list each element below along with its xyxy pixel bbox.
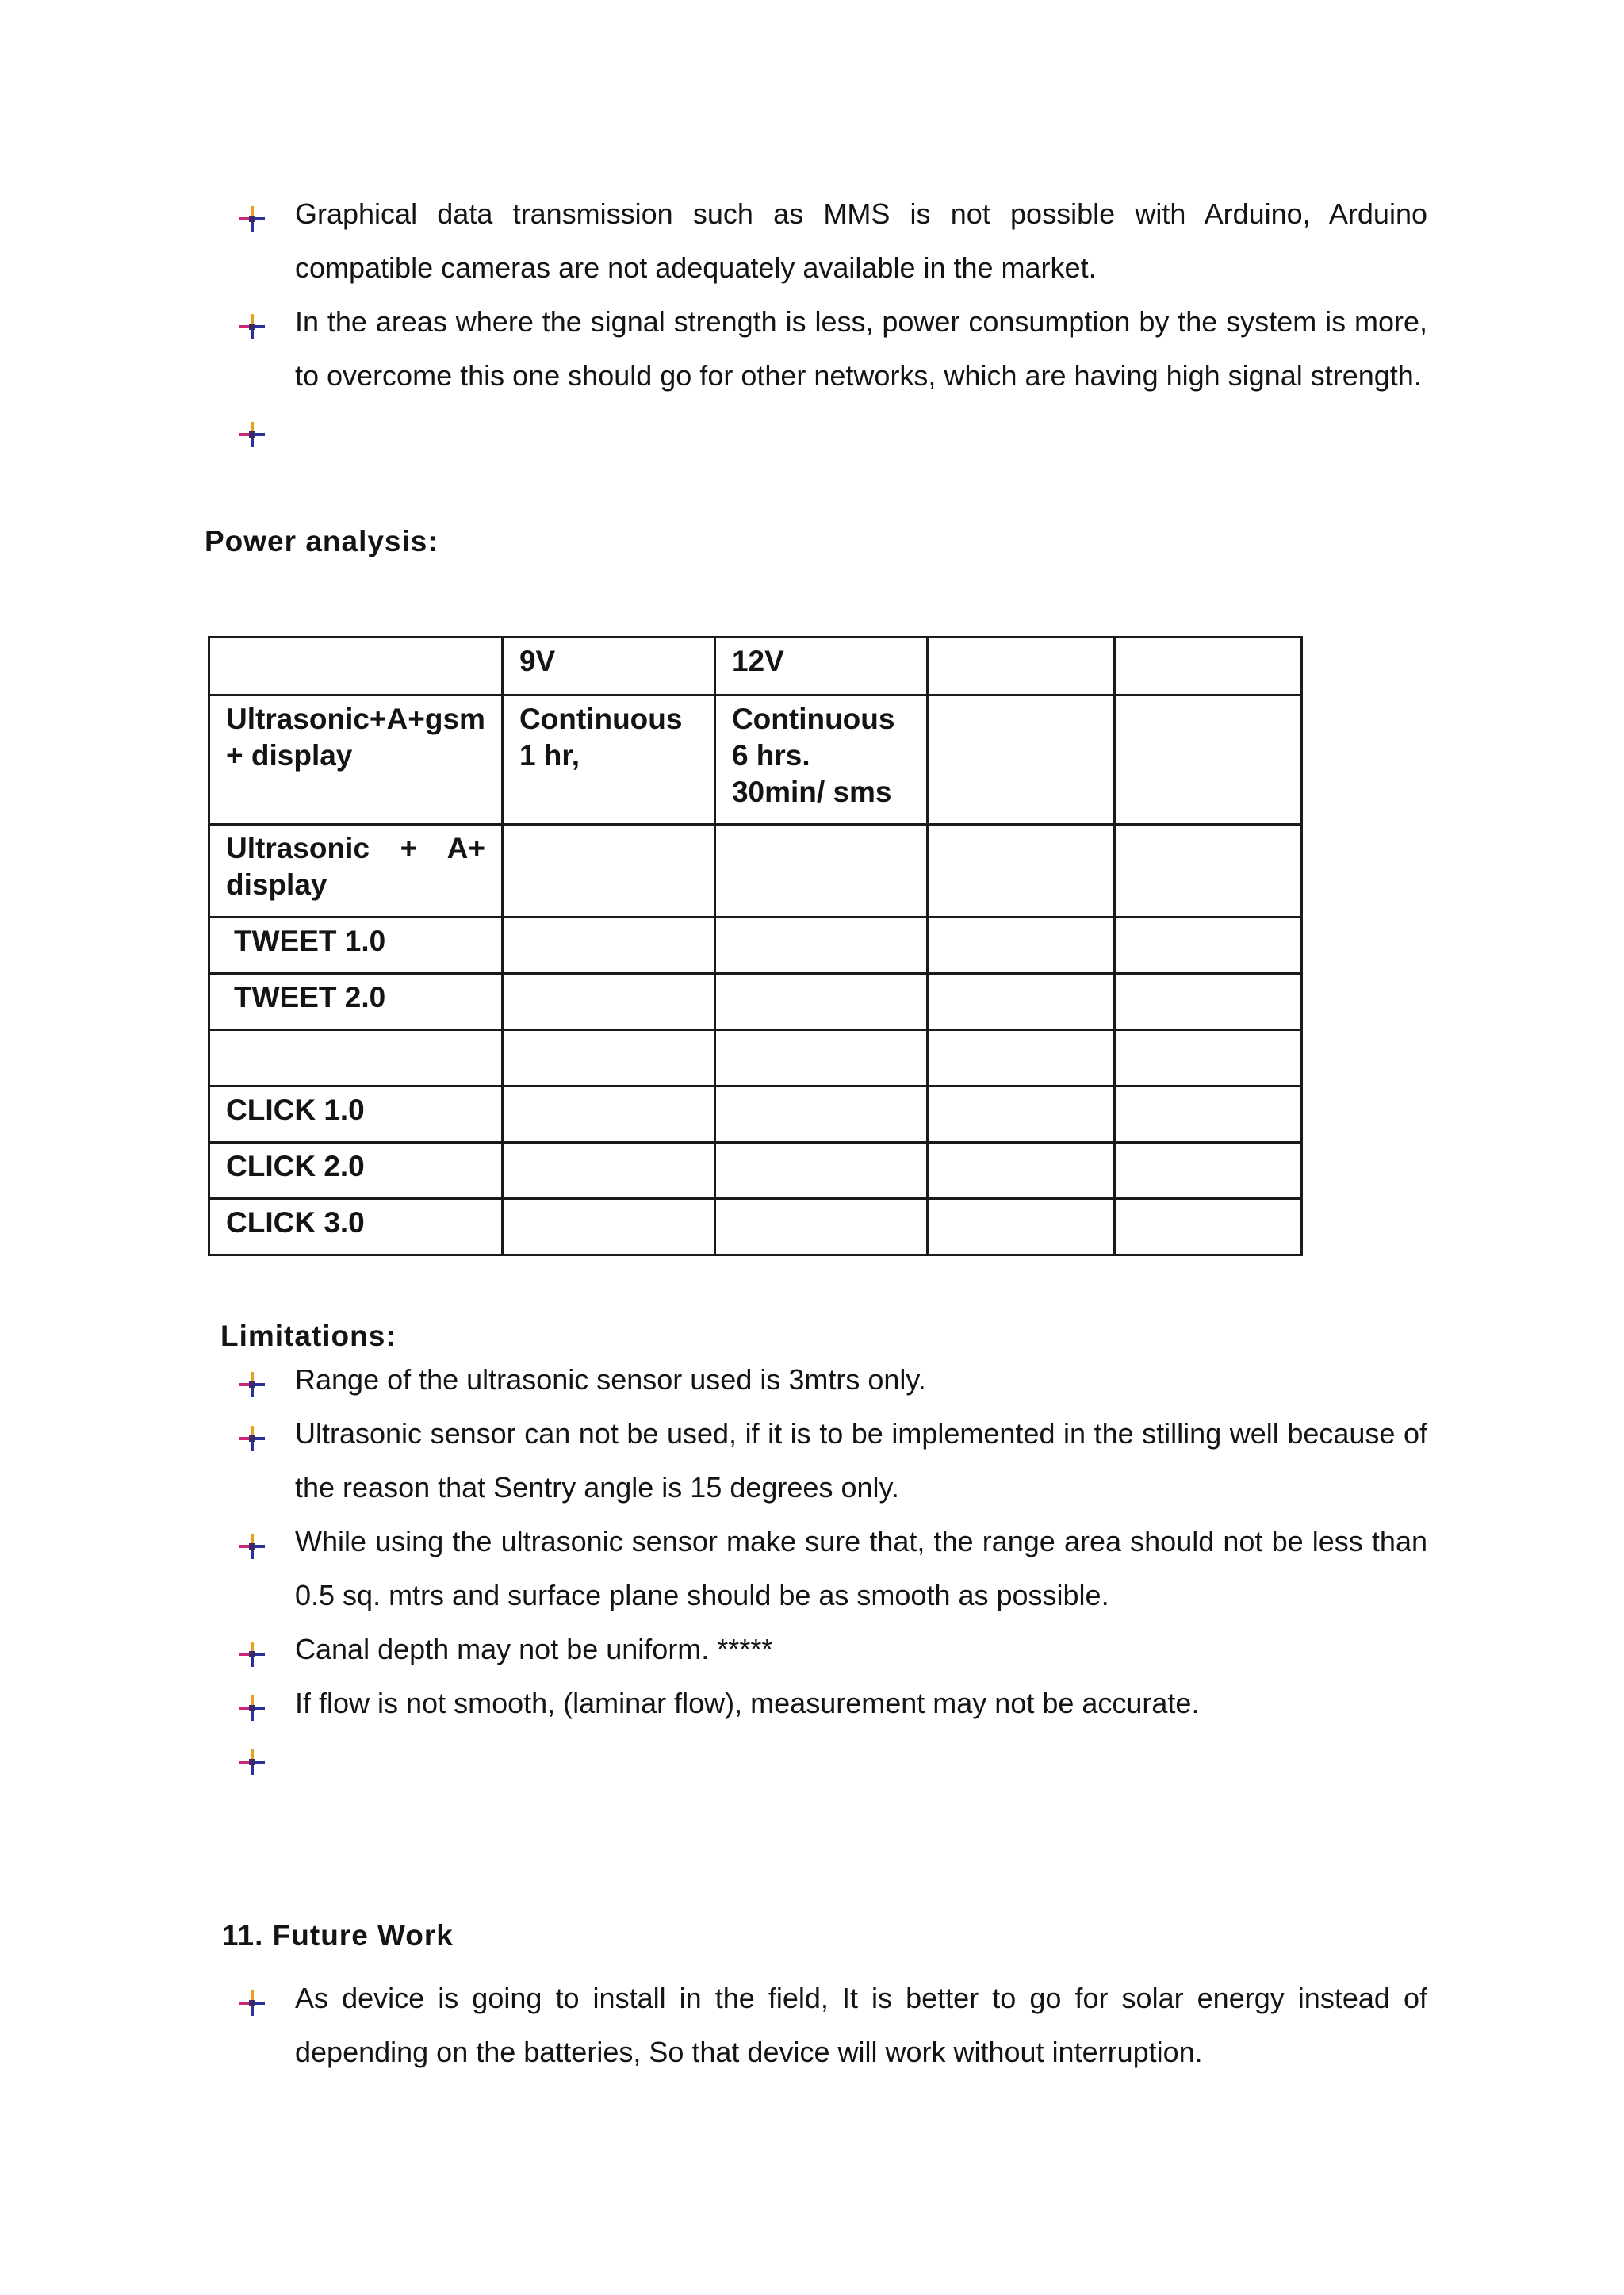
table-cell <box>1114 918 1301 974</box>
diamond-arrow-bullet-icon <box>238 205 266 233</box>
bullet-text: As device is going to install in the field, It is better to go for solar energy instead of depending on the batteries, So that device will work without interruption. <box>295 1982 1427 2068</box>
diamond-arrow-bullet-icon <box>238 1989 266 2017</box>
power-analysis-table <box>208 636 1303 1256</box>
table-cell <box>714 1086 927 1143</box>
list-item <box>238 1971 1427 2079</box>
limitations-heading: Limitations: <box>220 1320 396 1352</box>
bullet-text: Range of the ultrasonic sensor used is 3mtrs only. <box>295 1363 926 1396</box>
table-cell <box>1114 1030 1301 1086</box>
table-cell <box>714 825 927 918</box>
bullet-text: While using the ultrasonic sensor make sure that, the range area should not be less than 0.5 sq. mtrs and surface plane should be as smooth as possible. <box>295 1525 1427 1611</box>
row-label <box>209 1030 503 1086</box>
list-item <box>238 1623 1427 1676</box>
table-cell <box>714 1199 927 1255</box>
list-item-empty <box>238 403 1427 457</box>
row-label: Ultrasonic + A+ display <box>209 825 503 918</box>
list-item <box>238 295 1427 403</box>
table-cell: Continuous 1 hr, <box>502 695 714 825</box>
diamond-arrow-bullet-icon <box>238 312 266 341</box>
table-cell: 9V <box>502 638 714 695</box>
diamond-arrow-bullet-icon <box>238 1694 266 1722</box>
table-cell <box>502 1086 714 1143</box>
table-cell <box>209 638 503 695</box>
table-cell <box>927 1143 1114 1199</box>
limitations-list <box>238 1353 1427 1784</box>
table-row <box>209 1030 1302 1086</box>
table-cell: 12V <box>714 638 927 695</box>
table-cell <box>927 1030 1114 1086</box>
bullet-text: Ultrasonic sensor can not be used, if it is to be implemented in the stilling well because of the reason that Sentry angle is 15 degrees only. <box>295 1417 1427 1504</box>
intro-bullet-list <box>238 187 1427 457</box>
table-row <box>209 974 1302 1030</box>
table-row <box>209 918 1302 974</box>
diamond-arrow-bullet-icon <box>238 1370 266 1399</box>
table-cell <box>502 918 714 974</box>
row-label: TWEET 1.0 <box>209 918 503 974</box>
table-cell <box>502 1199 714 1255</box>
row-label: Ultrasonic+A+gsm + display <box>209 695 503 825</box>
future-work-heading: 11. Future Work <box>222 1919 454 1952</box>
diamond-arrow-bullet-icon <box>238 1532 266 1561</box>
table-cell <box>502 825 714 918</box>
list-item <box>238 1676 1427 1730</box>
row-label: CLICK 3.0 <box>209 1199 503 1255</box>
list-item-empty <box>238 1730 1427 1784</box>
diamond-arrow-bullet-icon <box>238 1640 266 1669</box>
table-cell <box>927 974 1114 1030</box>
row-label: TWEET 2.0 <box>209 974 503 1030</box>
table-cell <box>714 1143 927 1199</box>
table-cell <box>1114 695 1301 825</box>
table-row <box>209 1143 1302 1199</box>
table-cell <box>1114 1086 1301 1143</box>
list-item <box>238 187 1427 295</box>
table-cell <box>1114 638 1301 695</box>
table-cell <box>714 974 927 1030</box>
list-item <box>238 1353 1427 1407</box>
table-header-row <box>209 638 1302 695</box>
diamond-arrow-bullet-icon <box>238 420 266 449</box>
row-label: CLICK 2.0 <box>209 1143 503 1199</box>
table-cell <box>927 918 1114 974</box>
table-cell <box>927 825 1114 918</box>
table-row <box>209 825 1302 918</box>
list-item <box>238 1515 1427 1623</box>
diamond-arrow-bullet-icon <box>238 1748 266 1776</box>
cell-line: Continuous 6 hrs. <box>731 703 895 772</box>
bullet-text: In the areas where the signal strength is less, power consumption by the system is more, to overcome this one should go for other networks, which are having high signal strength. <box>295 305 1427 392</box>
cell-line: 30min/ sms <box>731 776 892 808</box>
diamond-arrow-bullet-icon <box>238 1424 266 1453</box>
power-analysis-heading: Power analysis: <box>205 525 439 557</box>
row-label: CLICK 1.0 <box>209 1086 503 1143</box>
bullet-text: Canal depth may not be uniform. ***** <box>295 1633 773 1665</box>
table-cell <box>714 918 927 974</box>
table-cell <box>1114 825 1301 918</box>
table-cell <box>927 1199 1114 1255</box>
table-cell <box>714 695 927 825</box>
table-cell <box>927 638 1114 695</box>
bullet-text: Graphical data transmission such as MMS is not possible with Arduino, Arduino compatible cameras are not adequately available in the market. <box>295 197 1427 284</box>
table-cell <box>927 1086 1114 1143</box>
table-cell <box>927 695 1114 825</box>
table-row <box>209 1199 1302 1255</box>
table-cell <box>1114 1143 1301 1199</box>
list-item <box>238 1407 1427 1515</box>
bullet-text: If flow is not smooth, (laminar flow), measurement may not be accurate. <box>295 1687 1200 1719</box>
future-work-list <box>238 1971 1427 2079</box>
table-row <box>209 1086 1302 1143</box>
table-cell <box>502 1030 714 1086</box>
table-cell <box>502 974 714 1030</box>
table-cell <box>714 1030 927 1086</box>
table-cell <box>1114 1199 1301 1255</box>
table-row <box>209 695 1302 825</box>
table-cell <box>502 1143 714 1199</box>
table-cell <box>1114 974 1301 1030</box>
